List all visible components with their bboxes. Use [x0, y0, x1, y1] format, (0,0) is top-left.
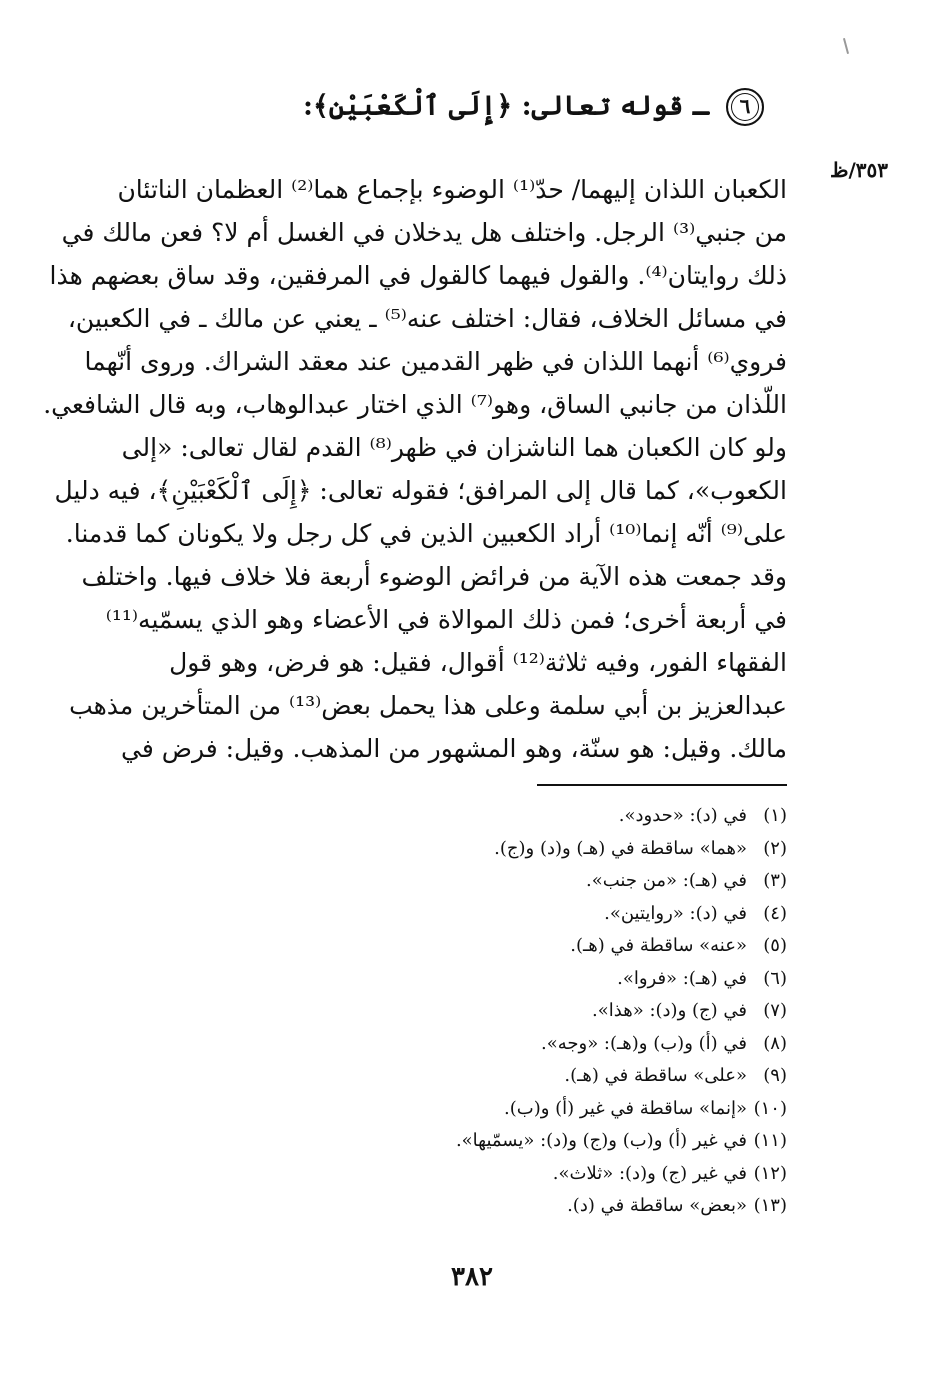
footnote-number: (١٢) [753, 1162, 787, 1184]
scan-mark [843, 38, 849, 54]
footnote-text: «هما» ساقطة في (هـ) و(د) و(ج). [494, 837, 747, 859]
footnote-text: في (هـ): «فروا». [617, 967, 747, 989]
footnote-item [167, 1190, 787, 1223]
body-line: على⁽⁹⁾ أنّه إنما⁽¹⁰⁾ أراد الكعبين الذين في كل رجل ولا يكونان كما قدمنا. [65, 519, 787, 548]
body-line: وقد جمعت هذه الآية من فرائض الوضوء أربعة فلا خلاف فيها. واختلف [81, 562, 787, 591]
footnote-number: (٦) [763, 967, 787, 989]
footnote-item [167, 1158, 787, 1191]
footnote-text: في غير (أ) و(ب) و(ج) و(د): «يسمّيها». [455, 1130, 747, 1151]
footnote-item [167, 963, 787, 996]
footnote-number: (٣) [763, 870, 787, 891]
body-line: الفقهاء الفور، وفيه ثلاثة⁽¹²⁾ أقوال، فقيل: هو فرض، وهو قول [169, 648, 787, 677]
footnote-text: في (ج) و(د): «هذا». [592, 1000, 747, 1021]
body-line: في مسائل الخلاف، فقال: اختلف عنه⁽⁵⁾ ـ يعني عن مالك ـ في الكعبين، [67, 304, 787, 333]
footnote-item [167, 800, 787, 833]
footnote-text: «عنه» ساقطة في (هـ). [570, 935, 747, 956]
footnote-number: (١٠) [753, 1097, 787, 1119]
body-text [32, 168, 787, 770]
footnote-text: «بعض» ساقطة في (د). [567, 1195, 747, 1216]
footnote-text: في (هـ): «من جنب». [586, 870, 747, 891]
footnote-item [167, 995, 787, 1028]
manuscript-folio-note: ٣٥٣/ظ [829, 158, 888, 182]
footnote-text: في (أ) و(ب) و(هـ): «وجه». [540, 1032, 747, 1054]
footnote-number: (١) [763, 805, 787, 826]
body-line: الكعبان اللذان إليهما/ حدّ⁽¹⁾ الوضوء بإجماع هما⁽²⁾ العظمان الناتئان [117, 175, 787, 204]
footnote-text: «على» ساقطة في (هـ). [564, 1065, 747, 1086]
page-number: ٣٨٢ [451, 1262, 493, 1292]
footnote-item [167, 833, 787, 866]
footnote-number: (٩) [763, 1065, 787, 1086]
footnote-divider [537, 784, 787, 786]
body-line: مالك. وقيل: هو سنّة، وهو المشهور من المذهب. وقيل: فرض في [120, 734, 787, 763]
footnote-text: «إنما» ساقطة في غير (أ) و(ب). [504, 1097, 747, 1119]
footnotes [167, 800, 787, 1223]
footnote-number: (٥) [763, 935, 787, 956]
body-line: عبدالعزيز بن أبي سلمة وعلى هذا يحمل بعض⁽¹³⁾ من المتأخرين مذهب [69, 691, 787, 720]
body-line: اللّذان من جانبي الساق، وهو⁽⁷⁾ الذي اختار عبدالوهاب، وبه قال الشافعي. [43, 390, 787, 419]
section-number-badge: ٦ [726, 88, 764, 126]
footnote-number: (٢) [763, 837, 787, 859]
footnote-number: (٧) [763, 1000, 787, 1021]
footnote-number: (٤) [763, 902, 787, 924]
body-line: من جنبي⁽³⁾ الرجل. واختلف هل يدخلان في الغسل أم لا؟ فعن مالك في [61, 218, 787, 247]
footnote-item [167, 898, 787, 931]
footnote-text: في (د): «حدود». [618, 805, 747, 826]
footnote-text: في (د): «روايتين». [604, 902, 747, 924]
footnote-item [167, 865, 787, 898]
footnote-item [167, 1125, 787, 1158]
footnote-number: (١٣) [753, 1195, 787, 1216]
body-line: في أربعة أخرى؛ فمن ذلك الموالاة في الأعضاء وهو الذي يسمّيه⁽¹¹⁾ [105, 605, 787, 634]
body-line: الكعوب»، كما قال إلى المرافق؛ فقوله تعالى: ﴿إِلَى ٱلْكَعْبَيْنِ﴾، فيه دليل [54, 476, 787, 505]
section-heading-text: ـ قوله تعالى: ﴿إِلَى ٱلْكَعْبَيْنِ﴾: [303, 90, 709, 122]
footnote-item [167, 1093, 787, 1126]
footnote-number: (٨) [763, 1032, 787, 1054]
footnote-item [167, 1060, 787, 1093]
body-line: ذلك روايتان⁽⁴⁾. والقول فيهما كالقول في المرفقين، وقد ساق بعضهم هذا [49, 261, 787, 290]
footnote-item [167, 930, 787, 963]
footnote-item [167, 1028, 787, 1061]
section-heading [144, 78, 764, 135]
footnote-text: في غير (ج) و(د): «ثلاث». [552, 1162, 747, 1184]
body-line: ولو كان الكعبان هما الناشزان في ظهر⁽⁸⁾ القدم لقال تعالى: «إلى [121, 433, 787, 462]
body-line: فروي⁽⁶⁾ أنهما اللذان في ظهر القدمين عند معقد الشراك. وروى أنّهما [84, 347, 787, 376]
footnote-number: (١١) [753, 1130, 787, 1151]
